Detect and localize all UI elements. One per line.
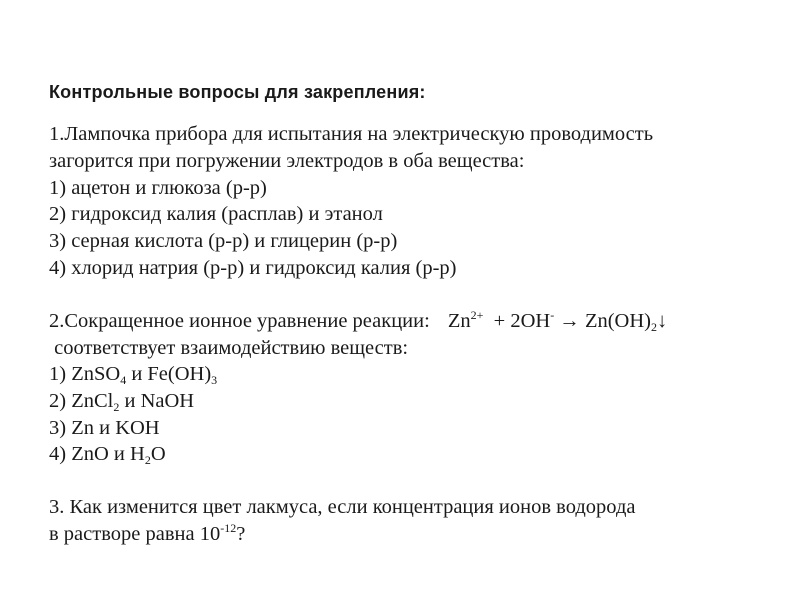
precipitate-arrow: ↓ <box>656 310 668 332</box>
q2-option-1-a-sub: 4 <box>120 373 127 387</box>
product-subscript: 2 <box>650 320 657 334</box>
q2-option-1-b-sub: 3 <box>211 373 218 387</box>
q1-option-2: 2) гидроксид калия (расплав) и этанол <box>49 203 383 225</box>
q2-option-3: 3) Zn и KOH <box>49 417 160 439</box>
q2-option-2-mid: и NaOH <box>119 390 195 412</box>
q2-option-1 <box>49 364 217 385</box>
equation-product: Zn(OH) <box>584 310 651 332</box>
q2-option-2-a-sub: 2 <box>113 400 120 414</box>
q2-option-4-b: O <box>150 443 166 465</box>
q2-option-4-a: 4) ZnO и H <box>49 443 145 465</box>
q1-option-3: 3) серная кислота (р-р) и глицерин (р-р) <box>49 230 398 252</box>
q2-option-1-a: 1) ZnSO <box>49 363 121 385</box>
equation-oh: + 2OH <box>493 310 551 332</box>
q1-option-4: 4) хлорид натрия (р-р) и гидроксид калия (р-р) <box>49 257 457 279</box>
q3-line-2-text: в растворе равна 10 <box>49 523 221 545</box>
equation-zn: Zn <box>447 310 471 332</box>
q1-line-1: 1.Лампочка прибора для испытания на электрическую проводимость <box>49 123 654 145</box>
q2-option-4-a-sub: 2 <box>144 453 151 467</box>
q3-line-2 <box>49 521 246 545</box>
q2-line-2: соответствует взаимодействию веществ: <box>49 337 409 359</box>
q2-option-2-a: 2) ZnCl <box>49 390 114 412</box>
q2-line-1 <box>49 308 668 334</box>
q2-option-1-mid: и Fe(OH) <box>126 363 212 385</box>
q1-line-2: загорится при погружении электродов в оба вещества: <box>49 150 525 172</box>
section-heading: Контрольные вопросы для закрепления: <box>49 82 426 102</box>
oh-charge: - <box>550 308 555 322</box>
q2-option-4 <box>49 444 166 465</box>
q3-question-mark: ? <box>236 523 246 545</box>
reaction-arrow: → <box>559 310 580 332</box>
q2-intro: 2.Сокращенное ионное уравнение реакции: <box>49 310 430 332</box>
zn-charge: 2+ <box>470 308 484 322</box>
q2-option-2 <box>49 391 194 412</box>
q3-exponent: -12 <box>220 521 237 535</box>
q3-line-1: 3. Как изменится цвет лакмуса, если концентрация ионов водорода <box>49 496 636 518</box>
q1-option-1: 1) ацетон и глюкоза (р-р) <box>49 177 267 199</box>
